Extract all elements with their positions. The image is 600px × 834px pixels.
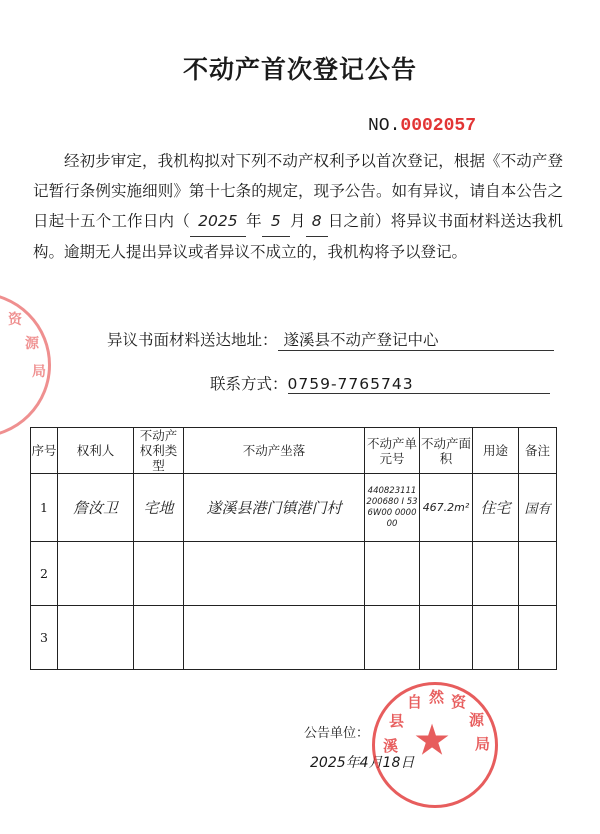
deadline-day: 8 — [306, 206, 328, 237]
table-row — [31, 542, 557, 606]
contact-label: 联系方式： — [210, 375, 288, 393]
cell-owner: 詹汝卫 — [58, 474, 134, 542]
cell-unit-no — [365, 542, 420, 606]
cell-location — [184, 542, 365, 606]
cell-location: 遂溪县港门镇港门村 — [184, 474, 365, 542]
announcement-body — [33, 146, 563, 267]
header-usage: 用途 — [473, 428, 519, 474]
contact-info — [210, 372, 550, 394]
deadline-month: 5 — [262, 206, 290, 237]
cell-note — [519, 542, 557, 606]
deadline-year-unit: 年 — [245, 212, 262, 230]
seal-star-icon: ★ — [415, 717, 450, 762]
cell-usage — [473, 606, 519, 670]
deadline-year: 2025 — [190, 206, 246, 237]
header-location: 不动产坐落 — [184, 428, 365, 474]
table-row — [31, 474, 557, 542]
property-table — [30, 427, 557, 670]
cell-no: 3 — [31, 606, 58, 670]
cell-note — [519, 606, 557, 670]
cell-unit-no — [365, 606, 420, 670]
body-text-1: 经初步审定，我机构拟对下列不动产权利予以首次登记，根据《不动产登记暂行条例实施细则》第十七条的规定，现予公告。如有异议，请自本公告之日起十五个工作日内（ — [33, 152, 563, 230]
cell-area — [420, 542, 473, 606]
issuer-label: 公告单位： — [304, 726, 370, 741]
cell-right-type — [134, 606, 184, 670]
cell-note: 国有 — [519, 474, 557, 542]
contact-value: 0759-7765743 — [288, 375, 550, 394]
address-label: 异议书面材料送达地址： — [107, 331, 278, 349]
cell-location — [184, 606, 365, 670]
cell-unit-no: 440823111 200680 I 536W00 000000 — [365, 474, 420, 542]
table-header-row — [31, 428, 557, 474]
cell-usage — [473, 542, 519, 606]
partial-seal-left: 资 源 局 — [0, 292, 51, 438]
document-number — [368, 116, 476, 136]
body-text-2: 日之前）将异议书面材料送达我机构。逾期无人提出异议或者异议不成立的，我机构将予以登记。 — [33, 212, 563, 261]
cell-area — [420, 606, 473, 670]
header-area: 不动产面 积 — [420, 428, 473, 474]
header-owner: 权利人 — [58, 428, 134, 474]
document-number-value: 0002057 — [400, 116, 477, 136]
deadline-month-unit: 月 — [289, 212, 306, 230]
cell-area: 467.2m² — [420, 474, 473, 542]
cell-right-type — [134, 542, 184, 606]
official-seal: 溪 县 自 然 资 源 局 ★ — [372, 682, 498, 808]
address-value: 遂溪县不动产登记中心 — [278, 328, 554, 351]
header-no: 序号 — [31, 428, 58, 474]
cell-usage: 住宅 — [473, 474, 519, 542]
cell-owner — [58, 606, 134, 670]
header-note: 备注 — [519, 428, 557, 474]
table-row — [31, 606, 557, 670]
cell-right-type: 宅地 — [134, 474, 184, 542]
objection-address — [107, 328, 554, 351]
page-title: 不动产首次登记公告 — [182, 55, 417, 84]
document-number-prefix: NO. — [368, 116, 401, 136]
cell-no: 1 — [31, 474, 58, 542]
cell-owner — [58, 542, 134, 606]
cell-no: 2 — [31, 542, 58, 606]
announcement-date: 2025年4月18日 — [310, 755, 415, 771]
header-right-type: 不动产权利类型 — [134, 428, 184, 474]
header-unit-no: 不动产单元号 — [365, 428, 420, 474]
